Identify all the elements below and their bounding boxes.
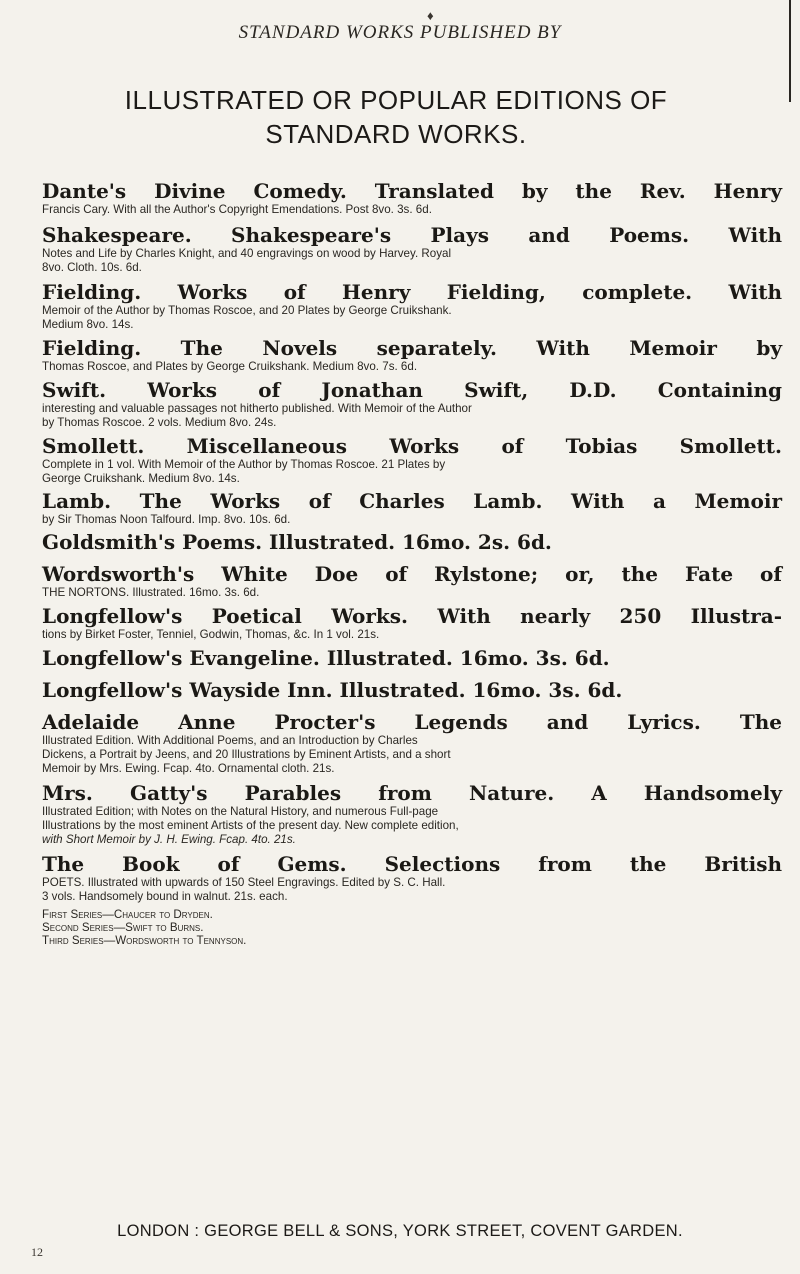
entry-description xyxy=(42,876,782,904)
entry-smollett xyxy=(42,435,782,486)
entry-wordsworth xyxy=(42,563,782,600)
entry-description-line: by Sir Thomas Noon Talfourd. Imp. 8vo. 10s. 6d. xyxy=(42,513,291,526)
entry-description xyxy=(42,360,782,374)
entry-description-line: tions by Birket Foster, Tenniel, Godwin, Thomas, &c. In 1 vol. 21s. xyxy=(42,628,380,641)
entry-description-line: Illustrated Edition. With Additional Poems, and an Introduction by Charles xyxy=(42,734,418,747)
entry-heading: Wordsworth's White Doe of Rylstone; or, the Fate of xyxy=(42,562,782,586)
entry-description-line: Francis Cary. With all the Author's Copyright Emendations. Post 8vo. 3s. 6d. xyxy=(42,203,432,216)
entry-description-line: Memoir by Mrs. Ewing. Fcap. 4to. Ornamental cloth. 21s. xyxy=(42,762,335,775)
entry-dante xyxy=(42,180,782,217)
entry-description xyxy=(42,458,782,486)
entry-heading: Lamb. The Works of Charles Lamb. With a Memoir xyxy=(42,489,782,513)
entry-heading: Fielding. Works of Henry Fielding, complete. With xyxy=(42,280,782,304)
entry-swift xyxy=(42,379,782,430)
title-line-2: STANDARD WORKS. xyxy=(265,119,527,149)
publisher-imprint: LONDON : GEORGE BELL & SONS, YORK STREET, COVENT GARDEN. xyxy=(117,1222,683,1240)
entry-description-line: THE NORTONS. Illustrated. 16mo. 3s. 6d. xyxy=(42,586,260,599)
entry-description xyxy=(42,805,782,847)
entry-description-line: Memoir of the Author by Thomas Roscoe, and 20 Plates by George Cruikshank. xyxy=(42,304,452,317)
title-line-1: ILLUSTRATED OR POPULAR EDITIONS OF xyxy=(124,85,668,115)
entry-heading: Fielding. The Novels separately. With Memoir by xyxy=(42,336,782,360)
ornament-mark: ♦ xyxy=(427,8,434,23)
entry-description-line: Illustrations by the most eminent Artists of the present day. New complete edition, xyxy=(42,819,459,832)
entry-procter xyxy=(42,711,782,776)
entry-fielding-works xyxy=(42,281,782,332)
entry-description-line: Dickens, a Portrait by Jeens, and 20 Illustrations by Eminent Artists, and a short xyxy=(42,748,451,761)
entry-description xyxy=(42,586,782,600)
entry-heading: Mrs. Gatty's Parables from Nature. A Handsomely xyxy=(42,781,782,805)
page-edge-rule xyxy=(789,0,791,102)
page-title xyxy=(28,83,764,151)
entry-description xyxy=(42,402,782,430)
entry-description-line: by Thomas Roscoe. 2 vols. Medium 8vo. 24s. xyxy=(42,416,277,429)
entry-description-line: with Short Memoir by J. H. Ewing. Fcap. 4to. 21s. xyxy=(42,833,296,846)
entry-heading: Longfellow's Poetical Works. With nearly 250 Illustra- xyxy=(42,604,782,628)
entry-longfellow-wayside xyxy=(42,679,782,701)
entry-description xyxy=(42,203,782,217)
entry-description-line: 8vo. Cloth. 10s. 6d. xyxy=(42,261,142,274)
entry-description xyxy=(42,247,782,275)
entry-description-line: 3 vols. Handsomely bound in walnut. 21s. each. xyxy=(42,890,288,903)
entry-heading: Shakespeare. Shakespeare's Plays and Poems. With xyxy=(42,223,782,247)
series-item: Second Series—Swift to Burns. xyxy=(42,921,204,934)
entry-description-line: interesting and valuable passages not hitherto published. With Memoir of the Author xyxy=(42,402,472,415)
entry-heading: Goldsmith's Poems. Illustrated. 16mo. 2s. 6d. xyxy=(42,530,552,554)
entry-goldsmith xyxy=(42,531,782,553)
entry-description-line: POETS. Illustrated with upwards of 150 Steel Engravings. Edited by S. C. Hall. xyxy=(42,876,446,889)
entry-description-line: George Cruikshank. Medium 8vo. 14s. xyxy=(42,472,240,485)
entry-description-line: Thomas Roscoe, and Plates by George Cruikshank. Medium 8vo. 7s. 6d. xyxy=(42,360,418,373)
series-item: First Series—Chaucer to Dryden. xyxy=(42,908,213,921)
entry-description-line: Illustrated Edition; with Notes on the Natural History, and numerous Full-page xyxy=(42,805,439,818)
entry-longfellow-poetical xyxy=(42,605,782,642)
entry-longfellow-evangeline xyxy=(42,647,782,669)
entry-heading: The Book of Gems. Selections from the British xyxy=(42,852,782,876)
entry-heading: Adelaide Anne Procter's Legends and Lyrics. The xyxy=(42,710,782,734)
entry-description xyxy=(42,628,782,642)
entry-heading: Dante's Divine Comedy. Translated by the Rev. Henry xyxy=(42,179,782,203)
entry-heading: Longfellow's Evangeline. Illustrated. 16mo. 3s. 6d. xyxy=(42,646,610,670)
series-list xyxy=(42,908,782,947)
entry-shakespeare xyxy=(42,224,782,275)
entry-fielding-novels xyxy=(42,337,782,374)
entry-description xyxy=(42,513,782,527)
entry-description-line: Notes and Life by Charles Knight, and 40 engravings on wood by Harvey. Royal xyxy=(42,247,452,260)
running-head: STANDARD WORKS PUBLISHED BY xyxy=(238,22,562,43)
entry-heading: Swift. Works of Jonathan Swift, D.D. Containing xyxy=(42,378,782,402)
page-number: 12 xyxy=(31,1245,43,1259)
entry-lamb xyxy=(42,490,782,527)
entry-description xyxy=(42,734,782,776)
entry-description-line: Complete in 1 vol. With Memoir of the Author by Thomas Roscoe. 21 Plates by xyxy=(42,458,446,471)
entry-heading: Longfellow's Wayside Inn. Illustrated. 16mo. 3s. 6d. xyxy=(42,678,623,702)
entry-description-line: Medium 8vo. 14s. xyxy=(42,318,134,331)
series-item: Third Series—Wordsworth to Tennyson. xyxy=(42,934,247,947)
entry-heading: Smollett. Miscellaneous Works of Tobias Smollett. xyxy=(42,434,782,458)
entry-description xyxy=(42,304,782,332)
entry-book-of-gems xyxy=(42,853,782,947)
entry-gatty xyxy=(42,782,782,847)
